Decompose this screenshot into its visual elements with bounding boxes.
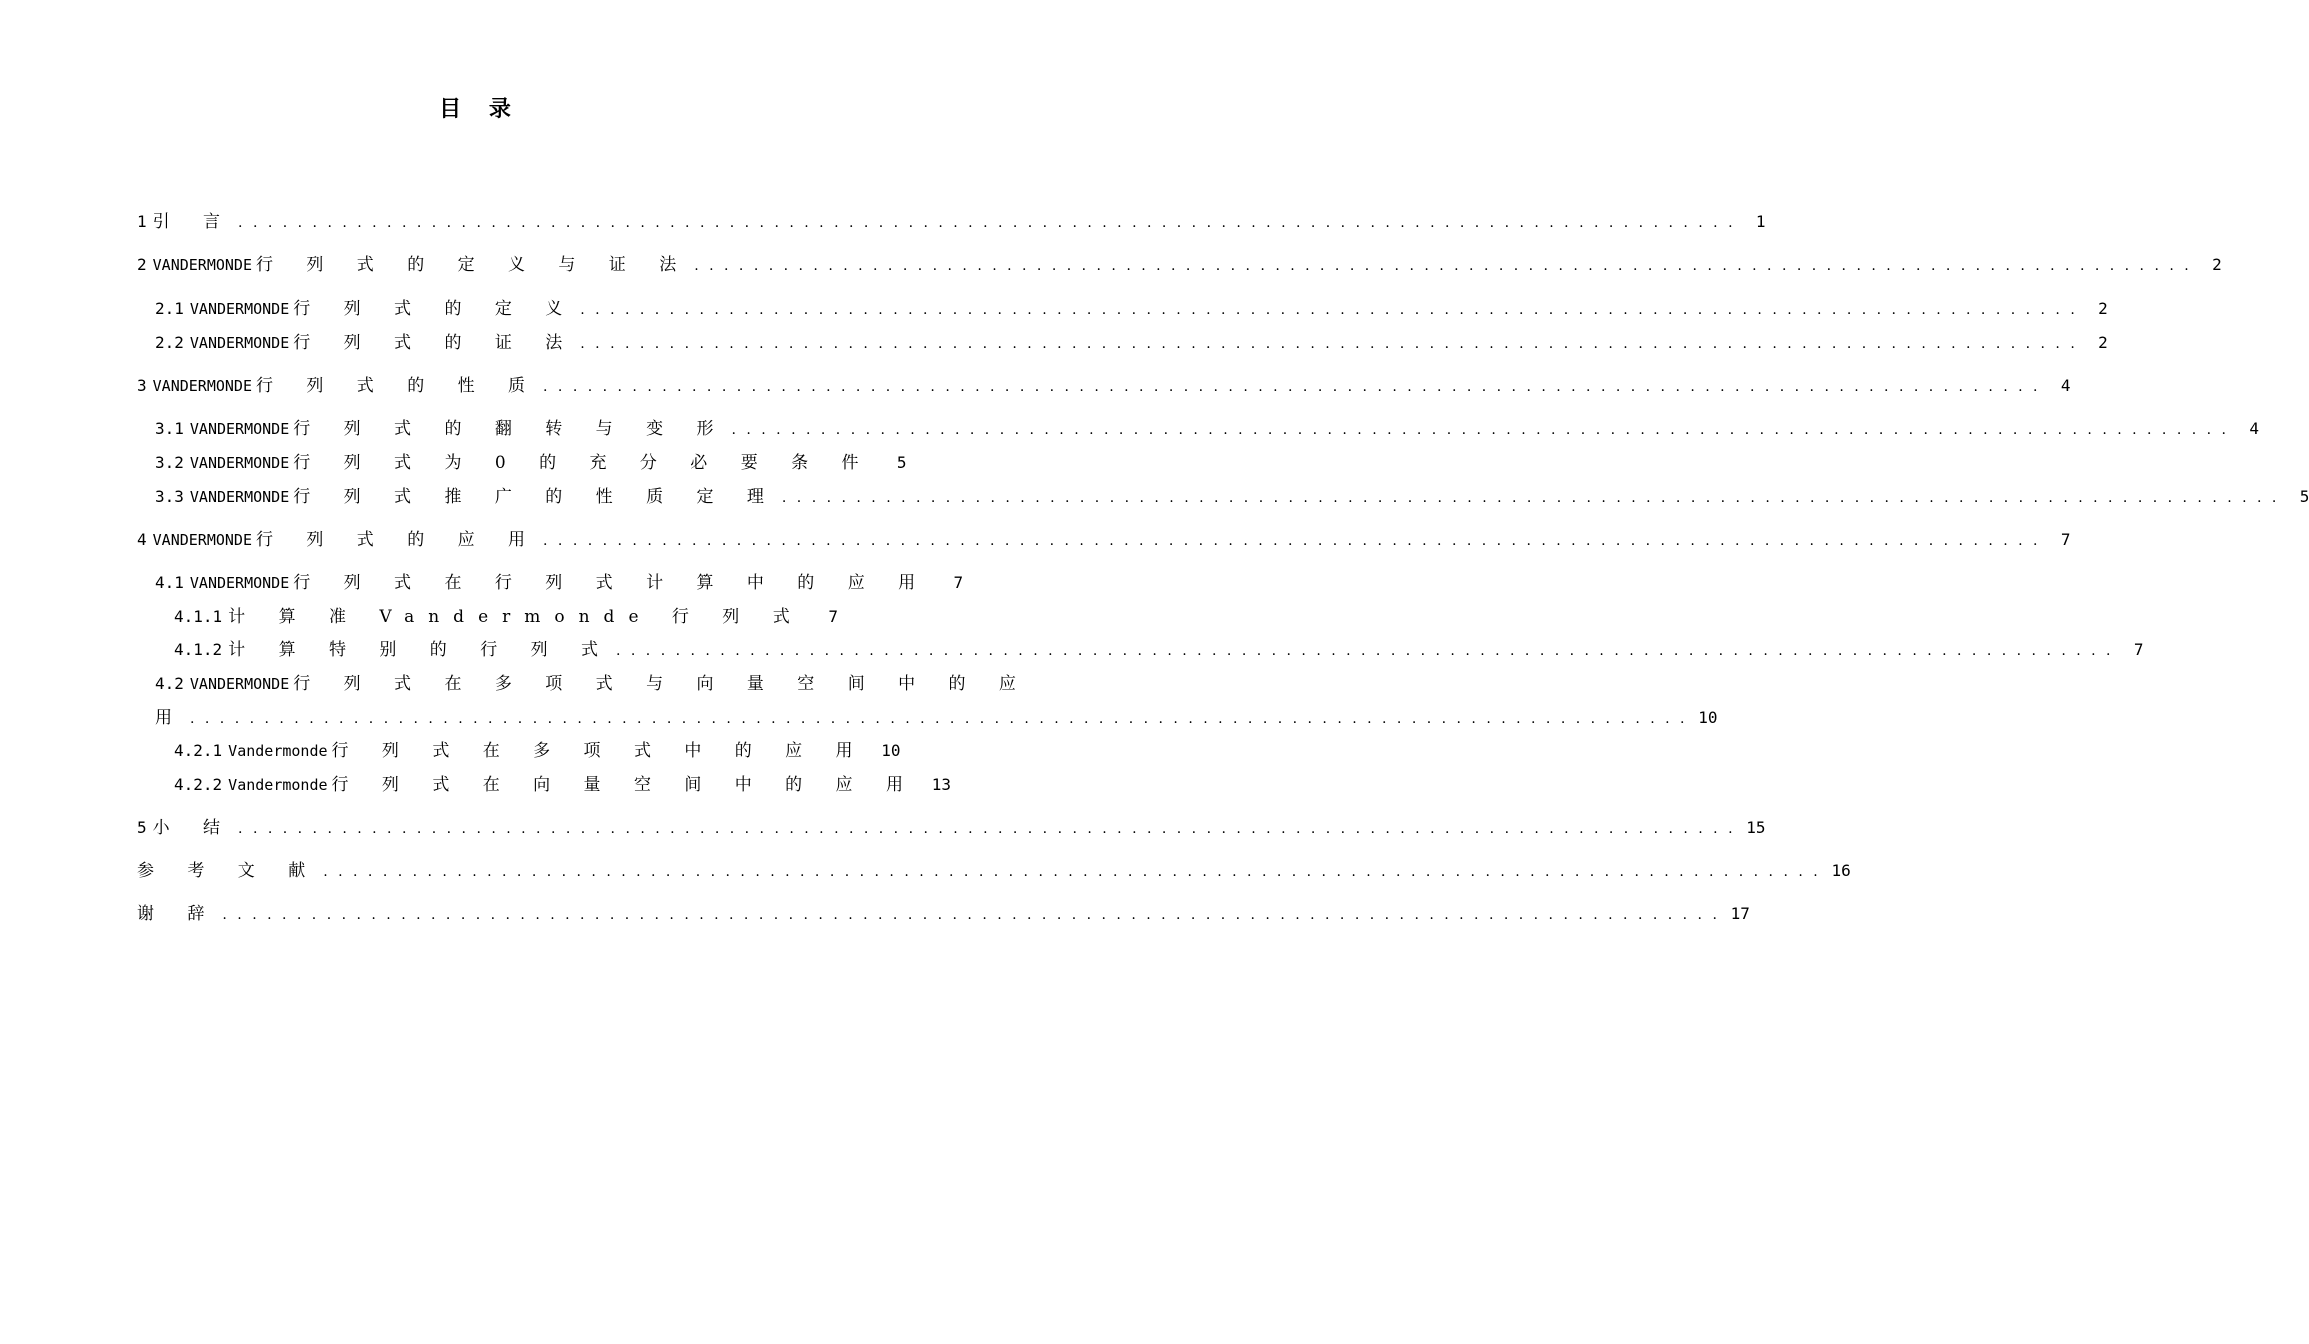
toc-entry-title — [174, 770, 917, 795]
toc-page-number: 15 — [1746, 818, 1766, 837]
page-title: 目 录 — [439, 96, 521, 122]
toc-entry-text: 行 列 式 的 证 法 — [293, 333, 577, 353]
toc-entry-text: 行 列 式 的 定 义 — [293, 299, 577, 319]
toc-entry-latin-term: VANDERMONDE — [152, 531, 252, 549]
toc-entry-title — [155, 448, 873, 473]
toc-entry-title — [174, 602, 804, 627]
toc-entry-latin-term: VANDERMONDE — [152, 256, 252, 274]
toc-entry-title — [137, 250, 690, 275]
toc-entry[interactable] — [155, 328, 2108, 354]
toc-page-number: 16 — [1831, 861, 1851, 880]
toc-page-number: 13 — [931, 775, 951, 794]
toc-page-number: 1 — [1755, 212, 1766, 231]
toc-page-number: 7 — [953, 573, 964, 592]
toc-leader-dots — [782, 490, 2280, 506]
toc-entry-title — [137, 371, 539, 396]
toc-page-number: 4 — [2060, 376, 2071, 395]
toc-page-number: 2 — [2098, 333, 2108, 352]
toc-entry[interactable] — [137, 371, 2071, 397]
toc-entry-title — [137, 207, 234, 232]
toc-entry-number: 2.2 — [155, 333, 184, 352]
toc-entry-title — [155, 669, 1030, 694]
toc-entry-latin-term: VANDERMONDE — [189, 420, 290, 438]
toc-page-number: 10 — [881, 741, 901, 760]
toc-entry-text: 行 列 式 推 广 的 性 质 定 理 — [293, 487, 778, 507]
toc-entry-latin-term: VANDERMONDE — [152, 377, 252, 395]
toc-entry-latin-term: VANDERMONDE — [189, 300, 290, 318]
toc-leader-dots — [543, 379, 2041, 395]
toc-entry-latin-term: VANDERMONDE — [189, 454, 290, 472]
toc-entry-number: 4.1.2 — [174, 640, 223, 659]
toc-entry-number: 2.1 — [155, 299, 184, 318]
toc-entry[interactable] — [174, 736, 901, 762]
toc-entry-number: 4.2.1 — [174, 741, 223, 760]
toc-entry-text: 行 列 式 在 向 量 空 间 中 的 应 用 — [331, 775, 917, 795]
toc-leader-dots — [222, 907, 1720, 923]
toc-entry-text: 行 列 式 的 应 用 — [255, 530, 540, 550]
toc-entry-title — [137, 899, 218, 924]
toc-entry-title — [155, 414, 727, 439]
toc-entry-text: 行 列 式 在 多 项 式 中 的 应 用 — [331, 741, 867, 761]
toc-entry[interactable] — [155, 448, 907, 474]
toc-entry-text: 计 算 准 Vandermonde 行 列 式 — [228, 607, 804, 627]
toc-entry-number: 3 — [137, 376, 147, 395]
toc-entry-text: 行 列 式 在 行 列 式 计 算 中 的 应 用 — [293, 573, 930, 593]
toc-entry[interactable] — [137, 250, 2222, 276]
toc-entry-text: 用 — [155, 708, 186, 728]
toc-leader-dots — [731, 422, 2229, 438]
toc-entry-title — [137, 813, 234, 838]
toc-entry-latin-term: Vandermonde — [228, 742, 328, 760]
toc-entry-title — [155, 482, 778, 507]
toc-entry-text: 行 列 式 为 0 的 充 分 必 要 条 件 — [293, 453, 873, 473]
toc-entry-title — [155, 294, 576, 319]
toc-entry-text: 谢 辞 — [137, 904, 219, 924]
toc-entry-text: 行 列 式 的 定 义 与 证 法 — [255, 255, 691, 275]
toc-leader-dots — [694, 258, 2192, 274]
toc-entry[interactable] — [174, 602, 838, 628]
toc-entry-title — [155, 703, 186, 728]
toc-entry[interactable] — [137, 525, 2071, 551]
toc-entry-text: 计 算 特 别 的 行 列 式 — [228, 640, 612, 660]
toc-entry-text: 行 列 式 的 翻 转 与 变 形 — [293, 419, 728, 439]
toc-leader-dots — [190, 711, 1688, 727]
toc-entry[interactable] — [155, 414, 2259, 440]
toc-leader-dots — [323, 864, 1821, 880]
toc-entry[interactable] — [155, 294, 2108, 320]
toc-leader-dots — [238, 215, 1736, 231]
toc-entry[interactable] — [174, 770, 951, 796]
toc-entry-text: 参 考 文 献 — [137, 861, 320, 881]
toc-entry-number: 4.1 — [155, 573, 184, 592]
toc-leader-dots — [238, 821, 1736, 837]
toc-entry-number: 2 — [137, 255, 147, 274]
toc-entry-text: 引 言 — [152, 212, 235, 232]
toc-entry-number: 3.3 — [155, 487, 184, 506]
toc-page-number: 4 — [2249, 419, 2259, 438]
toc-entry-number: 4 — [137, 530, 147, 549]
toc-entry-text: 行 列 式 在 多 项 式 与 向 量 空 间 中 的 应 — [293, 674, 1030, 694]
toc-entry[interactable] — [174, 635, 2144, 661]
toc-entry-number: 4.2 — [155, 674, 184, 693]
toc-entry[interactable] — [155, 568, 964, 594]
toc-leader-dots — [616, 643, 2114, 659]
toc-entry[interactable] — [155, 482, 2309, 508]
toc-entry-number: 4.1.1 — [174, 607, 223, 626]
toc-leader-dots — [543, 533, 2041, 549]
toc-page-number: 2 — [2098, 299, 2108, 318]
toc-page-number: 2 — [2212, 255, 2222, 274]
toc-page-number: 7 — [2060, 530, 2071, 549]
toc-entry-latin-term: Vandermonde — [228, 776, 328, 794]
toc-page-number: 10 — [1698, 708, 1718, 727]
toc-entry-number: 5 — [137, 818, 147, 837]
toc-entry-title — [174, 736, 867, 761]
toc-entry-latin-term: VANDERMONDE — [189, 488, 290, 506]
toc-page-number: 5 — [2299, 487, 2309, 506]
toc-entry-latin-term: VANDERMONDE — [189, 334, 290, 352]
toc-entry[interactable] — [137, 813, 1766, 839]
toc-entry-latin-term: VANDERMONDE — [189, 574, 290, 592]
toc-entry-number: 4.2.2 — [174, 775, 223, 794]
toc-entry-number: 3.2 — [155, 453, 184, 472]
toc-entry[interactable] — [137, 207, 1766, 233]
toc-entry-latin-term: VANDERMONDE — [189, 675, 290, 693]
toc-page-number: 17 — [1730, 904, 1750, 923]
toc-entry-title — [137, 525, 539, 550]
toc-entry-title — [137, 856, 319, 881]
toc-page-number: 7 — [2133, 640, 2144, 659]
toc-entry-title — [155, 328, 576, 353]
toc-entry[interactable] — [155, 703, 1718, 729]
toc-leader-dots — [580, 336, 2078, 352]
toc-leader-dots — [580, 302, 2078, 318]
toc-entry-title — [155, 568, 929, 593]
toc-entry-number: 1 — [137, 212, 147, 231]
toc-entry[interactable] — [155, 669, 1030, 695]
toc-page-number: 5 — [896, 453, 907, 472]
toc-entry-text: 小 结 — [152, 818, 235, 838]
toc-entry-number: 3.1 — [155, 419, 184, 438]
toc-entry-title — [174, 635, 612, 660]
toc-entry[interactable] — [137, 856, 1851, 882]
toc-entry-text: 行 列 式 的 性 质 — [255, 376, 540, 396]
toc-entry[interactable] — [137, 899, 1750, 925]
toc-page-number: 7 — [828, 607, 838, 626]
